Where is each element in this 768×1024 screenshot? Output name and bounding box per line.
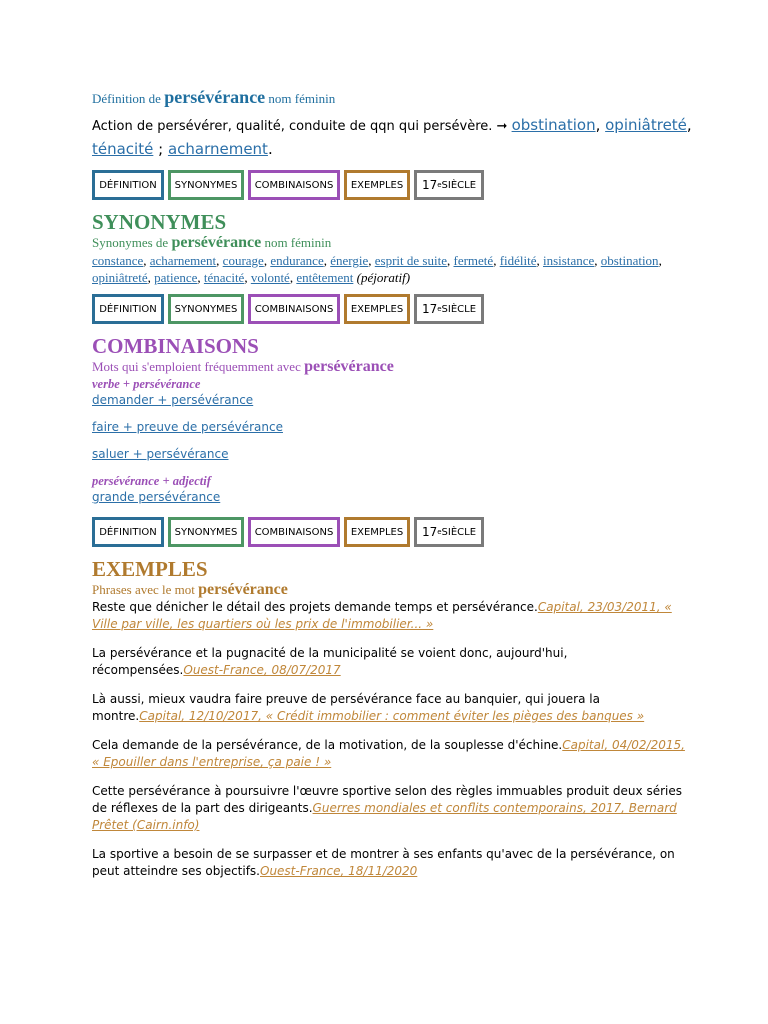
section-nav <box>92 170 692 200</box>
example-source-link[interactable]: Ouest-France, 08/07/2017 <box>183 663 341 677</box>
pejoratif-label: (péjoratif) <box>356 270 411 285</box>
nav-combinaisons-button[interactable]: COMBINAISONS <box>248 294 340 324</box>
nav-synonymes-button[interactable]: SYNONYMES <box>168 517 244 547</box>
synonym-list: constance, acharnement, courage, endurance, énergie, esprit de suite, fermeté, fidélité, insistance, obstination, opiniâtreté, patience, ténacité, volonté, entêtement (péjoratif) <box>92 253 662 285</box>
synonym-link[interactable]: opiniâtreté <box>92 270 148 285</box>
siecle-label: SIÈCLE <box>441 303 477 315</box>
definition-pos: nom féminin <box>265 91 336 106</box>
example-source-link[interactable]: Guerres mondiales et conflits contemporains, 2017, Bernard Prêtet (Cairn.info) <box>92 801 677 832</box>
exemples-prefix: Phrases avec le mot <box>92 582 199 597</box>
nav-synonymes-button[interactable]: SYNONYMES <box>168 294 244 324</box>
synonym-link[interactable]: patience <box>154 270 198 285</box>
example-text: Cela demande de la persévérance, de la motivation, de la souplesse d'échine. <box>92 738 563 752</box>
exemples-title: EXEMPLES <box>92 557 208 581</box>
definition-synonym-link[interactable]: obstination <box>511 116 596 134</box>
nav-exemples-button[interactable]: EXEMPLES <box>344 517 410 547</box>
nav-exemples-button[interactable]: EXEMPLES <box>344 294 410 324</box>
siecle-sup: e <box>437 181 442 189</box>
synonym-link[interactable]: acharnement <box>149 253 217 268</box>
dictionary-page <box>92 86 692 892</box>
example-item <box>92 737 692 771</box>
example-item <box>92 645 692 679</box>
nav-definition-button[interactable]: DÉFINITION <box>92 294 164 324</box>
nav-definition-button[interactable]: DÉFINITION <box>92 517 164 547</box>
example-list <box>92 599 692 880</box>
example-source-link[interactable]: Capital, 04/02/2015, « Epouiller dans l'entreprise, ça paie ! » <box>92 738 685 769</box>
separator: , <box>686 116 692 134</box>
combinaisons-subtitle <box>92 358 692 376</box>
synonym-link[interactable]: courage <box>222 253 264 268</box>
siecle-sup: e <box>437 528 442 536</box>
synonym-link[interactable]: insistance <box>543 253 595 268</box>
nav-combinaisons-button[interactable]: COMBINAISONS <box>248 170 340 200</box>
separator: , <box>595 116 606 134</box>
synonym-link[interactable]: volonté <box>250 270 290 285</box>
synonym-link[interactable]: entêtement <box>296 270 354 285</box>
separator: . <box>267 140 273 158</box>
example-item <box>92 783 692 834</box>
nav-definition-button[interactable]: DÉFINITION <box>92 170 164 200</box>
nav-siecle-button[interactable] <box>414 517 484 547</box>
definition-prefix: Définition de <box>92 91 165 106</box>
siecle-sup: e <box>437 305 442 313</box>
definition-heading <box>92 86 692 110</box>
siecle-number: 17 <box>421 178 438 192</box>
definition-synonym-link[interactable]: acharnement <box>167 140 268 158</box>
example-text: La sportive a besoin de se surpasser et de montrer à ses enfants qu'avec de la persévérance, on peut atteindre ses objectifs. <box>92 847 675 878</box>
combo-link[interactable]: demander + persévérance <box>92 393 254 407</box>
exemples-word: persévérance <box>198 581 288 598</box>
exemples-subtitle <box>92 581 692 599</box>
synonym-link[interactable]: constance <box>92 253 144 268</box>
siecle-label: SIÈCLE <box>441 179 477 191</box>
definition-body: Action de persévérer, qualité, conduite de qqn qui persévère. <box>92 119 493 134</box>
separator: ; <box>153 140 168 158</box>
example-text: Là aussi, mieux vaudra faire preuve de persévérance face au banquier, qui jouera la montre. <box>92 692 600 723</box>
example-source-link[interactable]: Capital, 23/03/2011, « Ville par ville, les quartiers où les prix de l'immobilier... » <box>92 600 672 631</box>
synonym-link[interactable]: fidélité <box>499 253 537 268</box>
nav-siecle-button[interactable] <box>414 170 484 200</box>
example-text: Reste que dénicher le détail des projets demande temps et persévérance. <box>92 600 538 614</box>
combo-link[interactable]: saluer + persévérance <box>92 447 229 461</box>
section-nav <box>92 294 692 324</box>
combo-group-adjectif: persévérance + adjectif <box>92 474 211 488</box>
nav-synonymes-button[interactable]: SYNONYMES <box>168 170 244 200</box>
combo-link[interactable]: grande persévérance <box>92 490 221 504</box>
arrow-icon: ➞ <box>492 119 512 134</box>
combinaisons-prefix: Mots qui s'emploient fréquemment avec <box>92 359 305 374</box>
synonym-link[interactable]: endurance <box>270 253 324 268</box>
synonymes-subtitle <box>92 234 692 252</box>
example-item <box>92 846 692 880</box>
example-item <box>92 691 692 725</box>
section-nav <box>92 517 692 547</box>
nav-combinaisons-button[interactable]: COMBINAISONS <box>248 517 340 547</box>
synonymes-pos: nom féminin <box>261 235 332 250</box>
example-source-link[interactable]: Capital, 12/10/2017, « Crédit immobilier : comment éviter les pièges des banques » <box>139 709 645 723</box>
synonym-link[interactable]: ténacité <box>203 270 245 285</box>
synonymes-word: persévérance <box>171 234 262 251</box>
synonymes-prefix: Synonymes de <box>92 235 172 250</box>
synonym-link[interactable]: obstination <box>600 253 659 268</box>
combinaisons-title: COMBINAISONS <box>92 334 259 358</box>
example-text: Cette persévérance à poursuivre l'œuvre sportive selon des règles immuables produit deux séries de réflexes de la part des dirigeants. <box>92 784 682 815</box>
siecle-number: 17 <box>421 302 438 316</box>
example-text: La persévérance et la pugnacité de la municipalité se voient donc, aujourd'hui, récompensées. <box>92 646 568 677</box>
nav-siecle-button[interactable] <box>414 294 484 324</box>
definition-synonym-link[interactable]: opiniâtreté <box>605 116 687 134</box>
definition-word: persévérance <box>164 87 266 107</box>
definition-synonym-link[interactable]: ténacité <box>92 140 154 158</box>
example-item <box>92 599 692 633</box>
siecle-label: SIÈCLE <box>441 526 477 538</box>
synonymes-title: SYNONYMES <box>92 210 227 234</box>
combinaisons-word: persévérance <box>304 358 394 375</box>
example-source-link[interactable]: Ouest-France, 18/11/2020 <box>260 864 418 878</box>
synonym-link[interactable]: esprit de suite <box>374 253 447 268</box>
combo-group-verbe: verbe + persévérance <box>92 377 201 391</box>
combo-link[interactable]: faire + preuve de persévérance <box>92 420 283 434</box>
synonym-link[interactable]: fermeté <box>453 253 494 268</box>
siecle-number: 17 <box>421 525 438 539</box>
nav-exemples-button[interactable]: EXEMPLES <box>344 170 410 200</box>
synonym-link[interactable]: énergie <box>330 253 369 268</box>
definition-text <box>92 114 692 162</box>
